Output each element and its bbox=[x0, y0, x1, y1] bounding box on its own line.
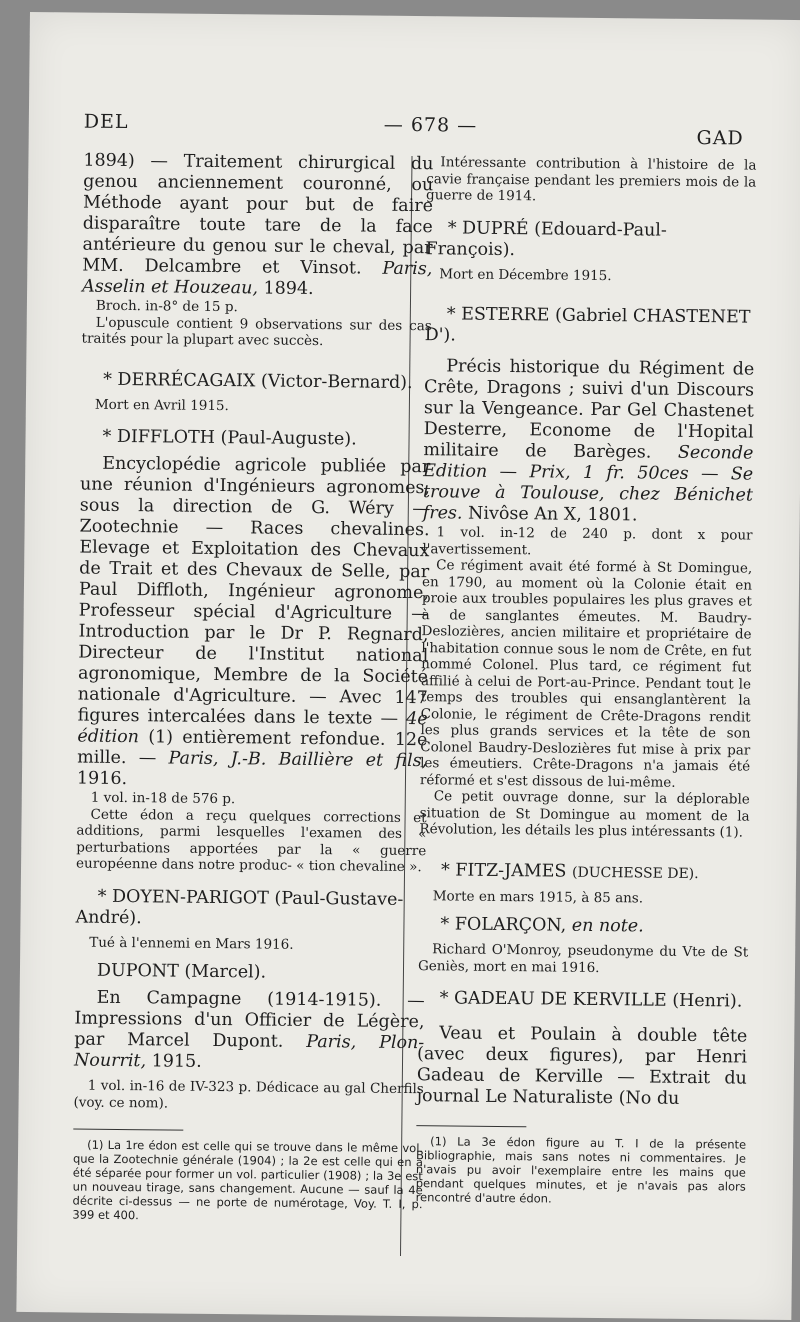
entry-description: 1 vol. in-12 de 240 p. dont x pour l'avertissement. bbox=[422, 524, 753, 558]
footnote-rule bbox=[416, 1125, 526, 1127]
death-note: Mort en Décembre 1915. bbox=[439, 265, 612, 284]
death-note: Morte en mars 1915, à 85 ans. bbox=[432, 887, 644, 906]
page-number: — 678 — bbox=[383, 113, 478, 137]
book-page bbox=[16, 12, 800, 1320]
footnote: (1) La 3e édon figure au T. I de la présente Bibliographie, mais sans notes ni commentaires. Je n'avais pu avoir l'exemplaire entre les mains que pendant quelques minutes, et je n'avais pas alors rencontré d'autre édon. bbox=[415, 1134, 747, 1206]
entry-note: Richard O'Monroy, pseudonyme du Vte de St Geniès, mort en mai 1916. bbox=[417, 941, 749, 976]
entry-continuation: Intéressante contribution à l'histoire de la cavie française pendant les premiers mois de la guerre de 1914. bbox=[426, 154, 757, 205]
entry-description: 1 vol. in-18 de 576 p. bbox=[90, 789, 236, 808]
death-note: Tué à l'ennemi en Mars 1916. bbox=[89, 934, 294, 953]
entry-note: Cette édon a reçu quelques corrections et additions, parmi lesquelles l'examen des « perturbations apportées par la « guerre européenne dans notre produc- « tion chevaline ». bbox=[76, 806, 427, 876]
header-right: GAD bbox=[696, 126, 744, 150]
entry-heading: * FITZ-JAMES (DUCHESSE DE). bbox=[440, 859, 699, 882]
death-note: Mort en Avril 1915. bbox=[94, 396, 229, 414]
entry-heading: * DUPRÉ (Edouard-Paul-François). bbox=[425, 217, 667, 260]
entry-text: Veau et Poulain à double tête (avec deux figures), par Henri Gadeau de Kerville — Extrait du journal Le Naturaliste (No du bbox=[416, 1023, 748, 1109]
header-left: DEL bbox=[83, 110, 129, 134]
entry-note: Ce petit ouvrage donne, sur la déplorable situation de St Domingue au moment de la Révolution, les détails les plus intéressants (1). bbox=[419, 788, 750, 841]
right-column bbox=[416, 154, 757, 1207]
entry-heading: * DOYEN-PARIGOT (Paul-Gustave-André). bbox=[75, 886, 404, 928]
entry-text: 1894) — Traitement chirurgical du genou anciennement couronné, ou Méthode ayant pour but de faire disparaître toute tare de la face antérieure du genou sur le cheval, par MM. Delcambre et Vinsot. Paris, Asselin et Houzeau, 1894. bbox=[82, 150, 434, 299]
entry-description: 1 vol. in-16 de IV-323 p. Dédicace au gal Cherfils (voy. ce nom). bbox=[73, 1077, 424, 1112]
entry-note: Ce régiment avait été formé à St Domingue, en 1790, au moment où la Colonie était en proie aux troubles populaires les plus graves et à de sanglantes émeutes. M. Baudry-Deslozières, ancien militaire et propriétaire de l'habitation connue sous le nom de Crête, en fut nommé Colonel. Plus tard, ce régiment fut affilié à celui de Port-au-Prince. Pendant tout le temps des troubles qui ensanglantèrent la Colonie, le régiment de Crête-Dragons rendit les plus grands services et la tête de son Colonel Baudry-Deslozières fut mise à prix par les émeutiers. Crête-Dragons n'a jamais été réformé et s'est dissous de lui-même. bbox=[419, 557, 753, 791]
entry-heading: * ESTERRE (Gabriel CHASTENET D'). bbox=[424, 304, 751, 346]
entry-heading: * GADEAU DE KERVILLE (Henri). bbox=[439, 988, 743, 1012]
entry-text: Précis historique du Régiment de Crête, Dragons ; suivi d'un Discours sur la Vengeance. Par Gel Chastenet Desterre, Econome de l'Hopital militaire de Barèges. Seconde Edition — Prix, 1 fr. 50ces — Se trouve à Toulouse, chez Bénichet fres. Nivôse An X, 1801. bbox=[422, 356, 755, 526]
running-head bbox=[83, 110, 744, 150]
entry-text: Encyclopédie agricole publiée par une réunion d'Ingénieurs agronomes, sous la direction de G. Wéry — Zootechnie — Races chevalines. Elevage et Exploitation des Chevaux de Trait et des Chevaux de Selle, par Paul Diffloth, Ingénieur agronome, Professeur spécial d'Agriculture — Introduction par le Dr P. Regnard, Directeur de l'Institut national agronomique, Membre de la Société nationale d'Agriculture. — Avec 147 figures intercalées dans le texte — 4e édition (1) entièrement refondue. 12e mille. — Paris, J.-B. Baillière et fils, 1916. bbox=[76, 453, 431, 790]
entry-heading: * FOLARÇON, en note. bbox=[440, 914, 644, 937]
entry-heading: * DERRÉCAGAIX (Victor-Bernard). bbox=[103, 369, 413, 393]
entry-description: Broch. in-8° de 15 p. bbox=[95, 297, 238, 316]
entry-text: En Campagne (1914-1915). — Impressions d'un Officier de Légère, par Marcel Dupont. Paris, Plon-Nourrit, 1915. bbox=[73, 987, 425, 1072]
entry-heading: DUPONT (Marcel). bbox=[96, 960, 267, 983]
footnote: (1) La 1re édon est celle qui se trouve dans le même vol. que la Zootechnie générale (1904) ; la 2e est celle qui en a été séparée pour former un vol. particulier (1908) ; la 3e est un nouveau tirage, sans changement. Aucune — sauf la 4e décrite ci-dessus — ne porte de numérotage, Voy. T. I, p. 399 et 400. bbox=[72, 1137, 424, 1223]
entry-heading: * DIFFLOTH (Paul-Auguste). bbox=[102, 426, 357, 450]
entry-note: L'opuscule contient 9 observations sur des cas traités pour la plupart avec succès. bbox=[81, 314, 432, 350]
left-column bbox=[72, 151, 433, 1226]
footnote-rule bbox=[73, 1129, 183, 1131]
